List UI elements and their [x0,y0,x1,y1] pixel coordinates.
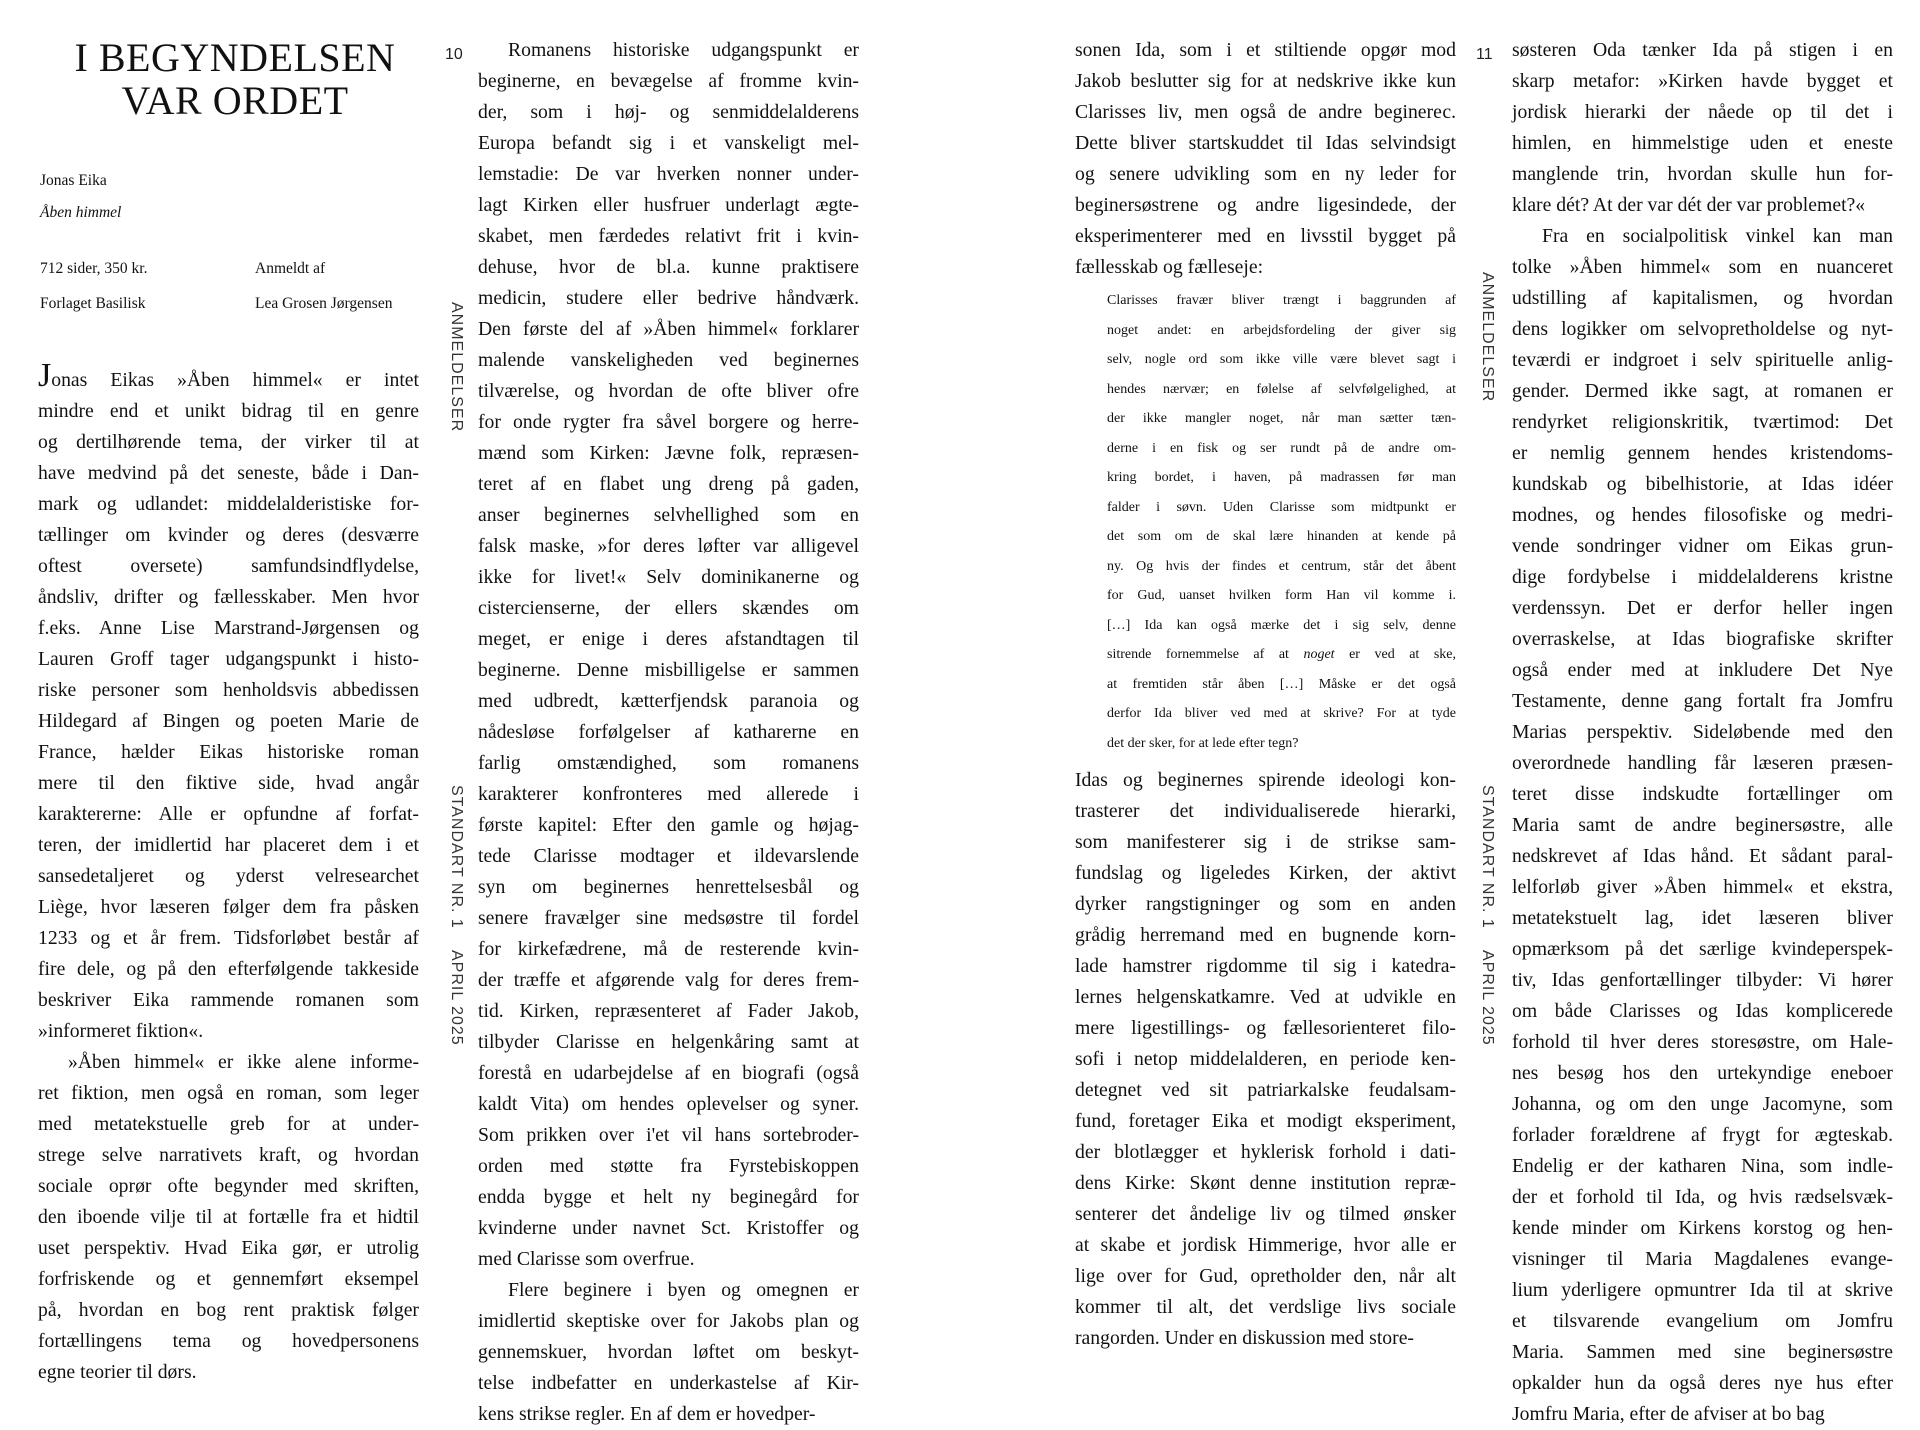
text-line: cistercienserne, der ellers skændes om [478,597,859,619]
text-line: Marias perspektiv. Sideløbende med den [1512,721,1893,743]
text-line: telse indbefatter en underkastelse af Kir- [478,1372,859,1394]
text-line: malende vanskeligheden ved beginernes [478,349,859,371]
text-line: verdenssyn. Det er derfor heller ingen [1512,597,1893,619]
text-line: fundslag og ligeledes Kirken, der aktivt [1075,862,1456,884]
text-line: Dette bliver startskuddet til Idas selvindsigt [1075,132,1456,154]
text-line: at fremtiden står åben […] Måske er det også [1107,676,1456,692]
text-line: tede Clarisse modtager et ildevarslende [478,845,859,867]
text-line: Som prikken over i'et vil hans sortebroder- [478,1124,859,1146]
text-line: tolke »Åben himmel« som en nuanceret [1512,256,1893,278]
magazine-label-left: STANDART NR. 1 [448,785,465,929]
text-line: meget, er enige i deres afstandtagen til [478,628,859,650]
text-line: det der sker, for at lede efter tegn? [1107,735,1299,751]
text-line: Testamente, denne gang fortalt fra Jomfru [1512,690,1893,712]
text-line: derfor Ida bliver ved med at skrive? For at tyde [1107,706,1456,721]
author-name: Jonas Eika [40,172,107,189]
text-line: tilbyder Clarisse en helgenkåring samt at [478,1031,859,1053]
text-line: der blotlægger et hyklerisk forhold i dati- [1075,1141,1456,1163]
text-line: karakterer konfronteres med allerede i [478,783,859,805]
page-gutter [958,0,962,1328]
text-line: strege selve narrativets kraft, og hvordan [38,1144,419,1166]
text-line: nådesløse forfølgelser af katharerne en [478,721,859,743]
text-line: gender. Dermed ikke sagt, at romanen er [1512,380,1893,402]
text-line: teret af en flabet ung dreng på gaden, [478,473,859,495]
text-line: fortællingens tema og hovedpersonens [38,1330,419,1352]
book-title: Åben himmel [40,204,122,221]
pages-price: 712 sider, 350 kr. [40,260,148,277]
text-line: sansedetaljeret og yderst velresearchet [38,865,419,887]
text-line: dens Kirke: Skønt denne institution repræ- [1075,1172,1456,1194]
text-line: Idas og beginernes spirende ideologi kon- [1075,769,1456,791]
text-line: forfriskende og et gennemført eksempel [38,1268,419,1290]
text-line: mere ligestillings- og fællesorienteret filo- [1075,1017,1456,1039]
text-line: kvinderne under navnet Sct. Kristoffer og [478,1217,859,1239]
text-line: syn om beginernes henrettelsesbål og [478,876,859,898]
text-line: lemstadie: De var hverken nonner under- [478,163,859,185]
text-line: tiv, Idas genfortællinger tilbyder: Vi hører [1512,969,1893,991]
text-line: Europa befandt sig i et vanskeligt mel- [478,132,859,154]
text-line: et tilsvarende evangelium om Jomfru [1512,1310,1893,1332]
text-line: Maria. Sammen med sine beginersøstre [1512,1341,1893,1363]
text-line: trasterer det individualiserede hierarki, [1075,800,1456,822]
body-column-2 [478,35,859,1430]
text-line: visninger til Maria Magdalenes evange- [1512,1248,1893,1270]
text-line: overordnede handling får læseren præsen- [1512,752,1893,774]
text-line: nedskrevet af Idas hånd. Et sådant paral- [1512,845,1893,867]
text-line: senere fravælger sine medsøstre til fordel [478,907,859,929]
title-line-2: VAR ORDET [121,78,349,123]
text-line: falsk maske, »for deres løfter var alligevel [478,535,859,557]
text-line: beskriver Eika rammende romanen som [38,989,419,1011]
text-line: beginerne. Denne misbilligelse er sammen [478,659,859,681]
text-line: tællinger om kvinder og deres (desværre [38,524,419,546]
text-line: detegnet ved sit patriarkalske feudalsam- [1075,1079,1456,1101]
text-line: Jonas Eikas »Åben himmel« er intet [38,357,419,394]
text-line: opkalder hun da også deres nye hus efter [1512,1372,1893,1394]
text-line: teren, der imidlertid har placeret dem i et [38,834,419,856]
text-line: fællesskab og fælleseje: [1075,256,1264,278]
block-quote [1107,286,1456,758]
text-line: kende minder om Kirkens korstog og hen- [1512,1217,1893,1239]
text-line: er nemlig gennem hendes kristendoms- [1512,442,1893,464]
text-line: første kapitel: Efter den gamle og højag- [478,814,859,836]
body-column-3-top [1075,35,1456,283]
text-line: selv, nogle ord som ikke ville være blevet sagt i [1107,352,1456,367]
text-line: hendes nærvær; en følelse af selvfølgelighed, at [1107,381,1456,397]
text-line: farlig omstændighed, som romanens [478,752,859,774]
body-column-3-bottom [1075,765,1456,1354]
text-line: mænd som Kirken: Jævne folk, repræsen- [478,442,859,464]
text-line: lium yderligere opmuntrer Ida til at skrive [1512,1279,1893,1301]
text-line: jordisk hierarki der nåede op til det i [1512,101,1893,123]
text-line: derne i en fisk og ser rundt på de andre om- [1107,440,1456,456]
text-line: rangorden. Under en diskussion med store- [1075,1327,1414,1349]
text-line: kring bordet, i haven, på madrassen før man [1107,470,1456,485]
text-line: forhold til hver deres storesøstre, om Hale- [1512,1031,1893,1053]
text-line: kens strikse regler. En af dem er hovedper- [478,1403,816,1425]
text-line: anser beginernes selvhellighed som en [478,504,859,526]
text-line: mere til den fiktive side, hvad angår [38,772,419,794]
text-line: udstilling af kapitalismen, og hvordan [1512,287,1893,309]
text-line: Maria samt de andre beginersøstre, alle [1512,814,1893,836]
text-line: France, hælder Eikas historiske roman [38,741,419,763]
date-label-right: APRIL 2025 [1479,950,1496,1046]
text-line: dehuse, hvor de bl.a. kunne praktisere [478,256,859,278]
text-line: med metatekstuelle greb for at under- [38,1113,419,1135]
text-line: skarp metafor: »Kirken havde bygget et [1512,70,1893,92]
text-line: der, som i høj- og senmiddelalderens [478,101,859,123]
text-line: dens logikker om selvopretholdelse og nyt- [1512,318,1893,340]
text-line: »informeret fiktion«. [38,1020,204,1042]
text-line: det som om de skal lære hinanden at kende på [1107,529,1456,544]
text-line: dige fordybelse i middelalderens kristne [1512,566,1893,588]
page-number-left: 10 [445,46,463,63]
text-line: skabet, men færdedes relativt frit i kvin- [478,225,859,247]
text-line: medicin, studere eller bedrive håndværk. [478,287,859,309]
text-line: lernes helgenskatkamre. Ved at udvikle en [1075,986,1456,1008]
text-line: sociale oprør ofte begynder med skriften, [38,1175,419,1197]
text-line: »Åben himmel« er ikke alene informe- [68,1051,419,1073]
text-line: Clarisses fravær bliver trængt i baggrunden af [1107,293,1456,308]
body-column-1 [38,357,419,1388]
text-line: søsteren Oda tænker Ida på stigen i en [1512,39,1893,61]
text-line: himlen, en himmelstige uden et eneste [1512,132,1893,154]
text-line: Hildegard af Bingen og poeten Marie de [38,710,419,732]
text-line: ret fiktion, men også en roman, som leger [38,1082,419,1104]
text-line: oftest oversete) samfundsindflydelse, [38,555,419,577]
text-line: Endelig er der katharen Nina, som indle- [1512,1155,1893,1177]
text-line: klare dét? At der var dét der var problemet?« [1512,194,1866,216]
text-line: grådig herremand med en bugnende korn- [1075,924,1456,946]
text-line: som manifesterer sig i de strikse sam- [1075,831,1456,853]
text-line: falder i søvn. Uden Clarisse som midtpunkt er [1107,499,1456,515]
text-line: fund, foretager Eika et modigt eksperiment, [1075,1110,1456,1132]
text-line: teret disse indskudte fortællinger om [1512,783,1893,805]
text-line: ny. Og hvis der findes et centrum, står det åbent [1107,558,1456,574]
reviewer-name: Lea Grosen Jørgensen [255,295,393,312]
text-line: rendyrket religionskritik, tværtimod: Det [1512,411,1893,433]
text-line: beginerne, en bevægelse af fromme kvin- [478,70,859,92]
text-line: at skabe et jordisk Himmerige, hvor alle er [1075,1234,1456,1256]
text-line: Flere beginere i byen og omegnen er [508,1279,859,1301]
text-line: uset perspektiv. Hvad Eika gør, er utrolig [38,1237,419,1259]
text-line: Johanna, og om den unge Jacomyne, som [1512,1093,1893,1115]
text-line: kaldt Vita) om hendes oplevelser og syner. [478,1093,859,1115]
text-line: sitrende fornemmelse af at noget er ved at ske, [1107,647,1456,662]
text-line: forlader forældrene af frygt for ægteskab. [1512,1124,1893,1146]
text-line: noget andet: en arbejdsfordeling der giver sig [1107,322,1456,338]
title-line-1: I BEGYNDELSEN [74,35,396,80]
text-line: vende sondringer vidner om Eikas grun- [1512,535,1893,557]
text-line: gennemskuer, hvordan løftet om beskyt- [478,1341,859,1363]
text-line: med Clarisse som overfrue. [478,1248,695,1270]
text-line: overraskelse, at Idas biografiske skrifter [1512,628,1893,650]
text-line: beginersøstrene og andre ligesindede, der [1075,194,1456,216]
text-line: der træffe et afgørende valg for deres frem- [478,969,859,991]
text-line: lade hamstrer rigdomme til sig i katedra- [1075,955,1456,977]
text-line: kommer til alt, det verdslige livs sociale [1075,1296,1456,1318]
text-line: dyrker rangstigninger og som en anden [1075,893,1456,915]
text-line: […] Ida kan også mærke det i sig selv, denne [1107,617,1456,633]
review-credit [255,251,392,321]
text-line: sonen Ida, som i et stiltiende opgør mod [1075,39,1456,61]
section-label-right: ANMELDELSER [1479,272,1496,403]
text-line: der ikke mangler noget, når man sætter tæn- [1107,411,1456,426]
text-line: fire dele, og på den efterfølgende takkeside [38,958,419,980]
book-meta [40,160,121,224]
text-line: 1233 og et år frem. Tidsforløbet består af [38,927,419,949]
text-line: Fra en socialpolitisk vinkel kan man [1542,225,1893,247]
text-line: lelforløb giver »Åben himmel« et ekstra, [1512,876,1893,898]
text-line: Liège, hvor læseren følger dem fra påsken [38,896,419,918]
text-line: også ender med at inkludere Det Nye [1512,659,1893,681]
text-line: der et forhold til Ida, og hvis rædselsvæk- [1512,1186,1893,1208]
text-line: for Gud, uanset hvilken form Han vil komme i. [1107,588,1456,603]
text-line: mindre end et unikt bidrag til en genre [38,400,419,422]
text-line: for kirkefædrene, må de resterende kvin- [478,938,859,960]
text-line: på, hvordan en bog rent praktisk følger [38,1299,419,1321]
page-number-right: 11 [1476,46,1493,63]
text-line: modnes, og hendes filosofiske og medri- [1512,504,1893,526]
text-line: kundskab og bibelhistorie, at Idas idéer [1512,473,1893,495]
publisher: Forlaget Basilisk [40,295,146,312]
text-line: orden med støtte fra Fyrstebiskoppen [478,1155,859,1177]
text-line: ikke for livet!« Selv dominikanerne og [478,566,859,588]
text-line: Jomfru Maria, efter de afviser at bo bag [1512,1403,1825,1425]
text-line: Clarisses liv, men også de andre beginerес. [1075,101,1456,123]
text-line: have medvind på det seneste, både i Dan- [38,462,419,484]
text-line: Jakob beslutter sig for at nedskrive ikke kun [1075,70,1456,92]
text-line: eksperimenterer med en livsstil bygget på [1075,225,1456,247]
text-line: lige over for Gud, opretholder den, når alt [1075,1265,1456,1287]
text-line: om både Clarisses og Idas komplicerede [1512,1000,1893,1022]
magazine-label-right: STANDART NR. 1 [1479,785,1496,929]
text-line: forestå en udarbejdelse af en biografi (også [478,1062,859,1084]
text-line: og dertilhørende tema, der virker til at [38,431,419,453]
book-details [40,251,147,321]
text-line: mark og udlandet: middelalderistiske for- [38,493,419,515]
text-line: Romanens historiske udgangspunkt er [508,39,859,61]
text-line: teværdi er indgroet i selv spirituelle anlig- [1512,349,1893,371]
text-line: f.eks. Anne Lise Marstrand-Jørgensen og [38,617,419,639]
text-line: den iboende vilje til at fortælle fra et hidtil [38,1206,419,1228]
text-line: egne teorier til dørs. [38,1361,197,1383]
text-line: for onde rygter fra såvel borgere og herre- [478,411,859,433]
text-line: tilværelse, og hvordan de ofte bliver ofre [478,380,859,402]
article-title [40,36,430,122]
body-column-4 [1512,35,1893,1430]
section-label-left: ANMELDELSER [448,302,465,433]
text-line: imidlertid skeptiske over for Jakobs plan og [478,1310,859,1332]
text-line: sofi i netop middelalderen, en periode ken- [1075,1048,1456,1070]
text-line: åndsliv, drifter og fællesskaber. Men hvor [38,586,419,608]
text-line: manglende trin, hvordan skulle hun for- [1512,163,1893,185]
text-line: endda bygge et helt ny beginegård for [478,1186,859,1208]
text-line: tid. Kirken, repræsenteret af Fader Jakob, [478,1000,859,1022]
text-line: og senere udvikling som en ny leder for [1075,163,1456,185]
text-line: Den første del af »Åben himmel« forklarer [478,318,859,340]
text-line: karaktererne: Alle er opfundne af forfat- [38,803,419,825]
text-line: senterer det åndelige liv og tilmed ønsker [1075,1203,1456,1225]
text-line: med udbredt, kætterfjendsk paranoia og [478,690,859,712]
text-line: metatekstuelt lag, idet læseren bliver [1512,907,1893,929]
text-line: Lauren Groff tager udgangspunkt i histo- [38,648,419,670]
text-line: riske personer som henholdsvis abbedissen [38,679,419,701]
text-line: lagt Kirken eller husfruer underlagt ægte- [478,194,859,216]
text-line: opmærksom på det særlige kvindeperspek- [1512,938,1893,960]
text-line: nes besøg hos den urtekyndige eneboer [1512,1062,1893,1084]
reviewed-by-label: Anmeldt af [255,260,326,277]
date-label-left: APRIL 2025 [448,950,465,1046]
